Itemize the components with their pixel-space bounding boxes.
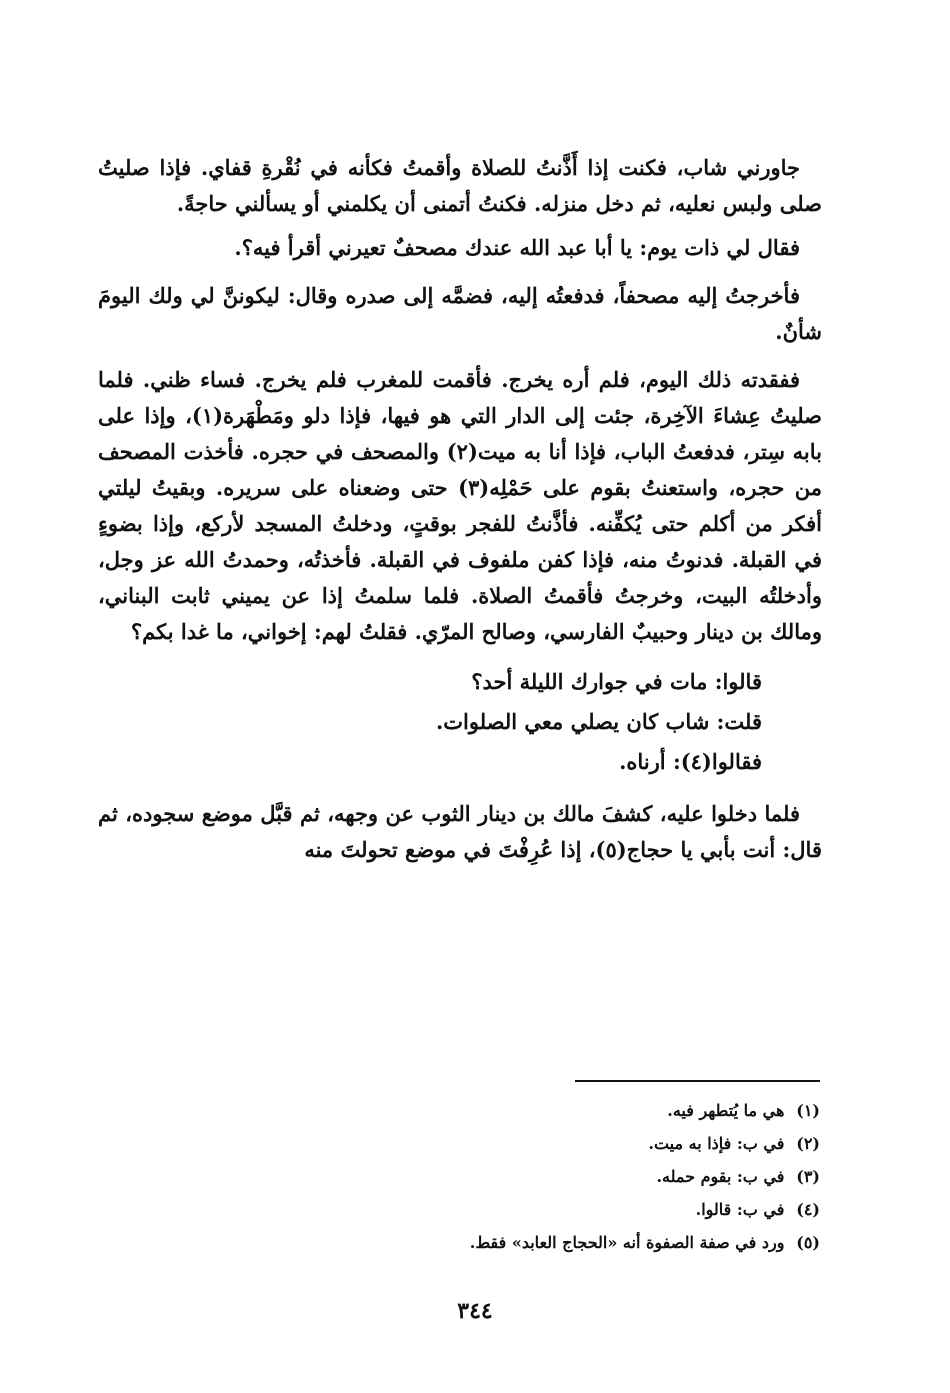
footnote-number: (١) — [796, 1101, 820, 1120]
footnote-text: في ب: فإذا به ميت. — [648, 1134, 785, 1153]
footnotes — [98, 1094, 820, 1259]
paragraph-5: فلما دخلوا عليه، كشفَ مالك بن دينار الثوب عن وجهه، ثم قبَّل موضع سجوده، ثم قال: أنت بأبي يا حجاج(٥)، إذا عُرِفْتَ في موضع تحولتَ منه — [98, 801, 822, 862]
footnote-text: هي ما يُتطهر فيه. — [667, 1101, 785, 1120]
footnote-text: في ب: بقوم حمله. — [656, 1167, 785, 1186]
footnote-number: (٥) — [796, 1233, 820, 1252]
footnote — [98, 1127, 820, 1160]
paragraph-3: فأخرجتُ إليه مصحفاً، فدفعتُه إليه، فضمَّه إلى صدره وقال: ليكوننَّ لي ولك اليومَ شأنٌ. — [98, 283, 822, 344]
footnote-text: في ب: قالوا. — [695, 1200, 785, 1219]
main-text — [98, 150, 822, 880]
dialogue-line: قلت: شاب كان يصلي معي الصلوات. — [435, 709, 762, 734]
footnote-text: ورد في صفة الصفوة أنه «الحجاج العابد» فقط. — [469, 1233, 785, 1252]
page-number: ٣٤٤ — [457, 1298, 493, 1324]
paragraph-2: فقال لي ذات يوم: يا أبا عبد الله عندك مصحفٌ تعيرني أقرأ فيه؟. — [234, 235, 800, 260]
dialogue-line: قالوا: مات في جوارك الليلة أحد؟ — [471, 669, 762, 694]
paragraph-1: جاورني شاب، فكنت إذا أَذَّنتُ للصلاة وأقمتُ فكأنه في نُقْرةِ قفاي. فإذا صليتُ صلى ولبس نعليه، ثم دخل منزله. فكنتُ أتمنى أن يكلمني أو يسألني حاجةً. — [98, 155, 822, 216]
footnote-number: (٤) — [796, 1200, 820, 1219]
dialogue-line: فقالوا(٤): أرناه. — [619, 749, 762, 774]
footnote — [98, 1226, 820, 1259]
footnote — [98, 1160, 820, 1193]
footnote-number: (٢) — [796, 1134, 820, 1153]
footnote-divider — [575, 1080, 820, 1082]
footnote-number: (٣) — [796, 1167, 820, 1186]
footnote — [98, 1094, 820, 1127]
paragraph-4: ففقدته ذلك اليوم، فلم أره يخرج. فأقمت للمغرب فلم يخرج. فساء ظني. فلما صليتُ عِشاءَ الآخِرة، جئت إلى الدار التي هو فيها، فإذا دلو ومَطْهَرة(١)، وإذا على بابه سِتر، فدفعتُ الباب، فإذا أنا به ميت(٢) والمصحف في حجره. فأخذت المصحف من حجره، واستعنتُ بقوم على حَمْلِه(٣) حتى وضعناه على سريره. وبقيتُ ليلتي أفكر من أكلم حتى يُكفِّنه. فأذَّنتُ للفجر بوقتٍ، ودخلتُ المسجد لأركع، وإذا بضوءٍ في القبلة. فدنوتُ منه، فإذا كفن ملفوف في القبلة. فأخذتُه، وحمدتُ الله عز وجل، وأدخلتُه البيت، وخرجتُ فأقمتُ الصلاة. فلما سلمتُ إذا عن يميني ثابت البناني، ومالك بن دينار وحبيبٌ الفارسي، وصالح المرّي. فقلتُ لهم: إخواني، ما غدا بكم؟ — [98, 367, 823, 644]
dialogue-block — [98, 662, 822, 782]
footnote — [98, 1193, 820, 1226]
